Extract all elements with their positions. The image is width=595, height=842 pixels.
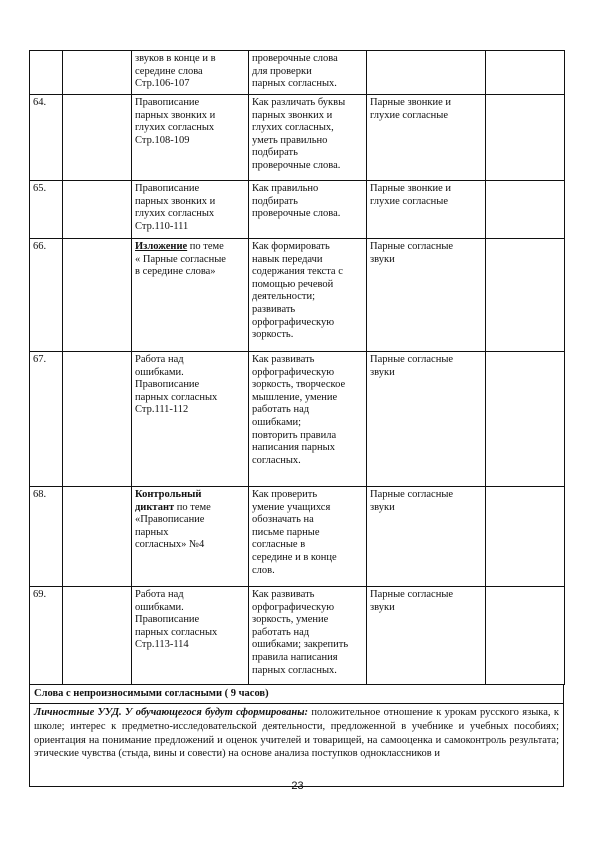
table-row bbox=[30, 51, 565, 95]
lesson-number-cell: 66. bbox=[30, 239, 63, 352]
empty-cell bbox=[486, 487, 565, 587]
lesson-goal-cell: проверочные слова для проверки парных согласных. bbox=[249, 51, 367, 95]
lesson-goal-cell: Как развивать орфографическую зоркость, умение работать над ошибками; закрепить правила написания парных согласных. bbox=[249, 587, 367, 685]
lesson-number-cell: 68. bbox=[30, 487, 63, 587]
lesson-number-cell bbox=[30, 51, 63, 95]
section-lead: Личностные УУД. У обучающегося будут сформированы: bbox=[34, 707, 309, 718]
empty-cell bbox=[63, 181, 132, 239]
lesson-terms-cell: Парные согласные звуки bbox=[367, 587, 486, 685]
section-title: Слова с непроизносимыми согласными ( 9 часов) bbox=[34, 688, 269, 699]
section-body bbox=[34, 706, 559, 761]
lesson-goal-cell: Как проверить умение учащихся обозначать на письме парные согласные в середине и в конце слов. bbox=[249, 487, 367, 587]
lesson-topic-cell: Работа над ошибками. Правописание парных согласных Стр.111-112 bbox=[132, 352, 249, 487]
lesson-topic-cell bbox=[132, 239, 249, 352]
lesson-terms-cell: Парные звонкие и глухие согласные bbox=[367, 181, 486, 239]
lesson-number-cell: 65. bbox=[30, 181, 63, 239]
table-row bbox=[30, 95, 565, 181]
empty-cell bbox=[63, 587, 132, 685]
section-divider bbox=[30, 703, 563, 704]
lesson-terms-cell: Парные согласные звуки bbox=[367, 239, 486, 352]
page-number: 23 bbox=[291, 780, 304, 792]
section-block bbox=[29, 684, 564, 787]
empty-cell bbox=[63, 95, 132, 181]
lesson-goal-cell: Как развивать орфографическую зоркость, творческое мышление, умение работать над ошибками; повторить правила написания парных согласных. bbox=[249, 352, 367, 487]
lesson-topic-cell: Правописание парных звонких и глухих согласных Стр.108-109 bbox=[132, 95, 249, 181]
empty-cell bbox=[486, 51, 565, 95]
empty-cell bbox=[486, 95, 565, 181]
lesson-terms-cell: Парные звонкие и глухие согласные bbox=[367, 95, 486, 181]
lesson-type-label: Контрольный диктант bbox=[135, 489, 202, 513]
lesson-number-cell: 64. bbox=[30, 95, 63, 181]
lesson-topic-cell: звуков в конце и в середине слова Стр.106-107 bbox=[132, 51, 249, 95]
lesson-topic-text: по теме « Парные согласные в середине слова» bbox=[135, 241, 226, 278]
lesson-terms-cell: Парные согласные звуки bbox=[367, 487, 486, 587]
table-row bbox=[30, 181, 565, 239]
empty-cell bbox=[486, 181, 565, 239]
lesson-topic-cell: Правописание парных звонких и глухих согласных Стр.110-111 bbox=[132, 181, 249, 239]
lesson-goal-cell: Как правильно подбирать проверочные слова. bbox=[249, 181, 367, 239]
lesson-goal-cell: Как различать буквы парных звонких и глухих согласных, уметь правильно подбирать проверочные слова. bbox=[249, 95, 367, 181]
table-row bbox=[30, 352, 565, 487]
lesson-topic-text: по теме «Правописание парных согласных» №4 bbox=[135, 501, 211, 551]
lesson-topic-cell bbox=[132, 487, 249, 587]
empty-cell bbox=[63, 352, 132, 487]
section-text: положительное отношение к урокам русского языка, к школе; интерес к предметно-исследовательской деятельности, предложенной в учебнике и учебных пособиях; ориентация на понимание предложений и оценок учителей и товарищей, на самооценка и самоконтроль результата; этические чувства (стыда, вины и совести) на основе анализа поступков одноклассников и bbox=[34, 707, 559, 760]
lesson-terms-cell: Парные согласные звуки bbox=[367, 352, 486, 487]
table-row bbox=[30, 487, 565, 587]
empty-cell bbox=[486, 587, 565, 685]
lesson-plan-table bbox=[29, 50, 565, 685]
empty-cell bbox=[486, 239, 565, 352]
empty-cell bbox=[63, 487, 132, 587]
table-row bbox=[30, 239, 565, 352]
empty-cell bbox=[486, 352, 565, 487]
lesson-number-cell: 67. bbox=[30, 352, 63, 487]
table-row bbox=[30, 587, 565, 685]
empty-cell bbox=[63, 51, 132, 95]
lesson-terms-cell bbox=[367, 51, 486, 95]
lesson-topic-cell: Работа над ошибками. Правописание парных согласных Стр.113-114 bbox=[132, 587, 249, 685]
lesson-goal-cell: Как формировать навык передачи содержания текста с помощью речевой деятельности; развивать орфографическую зоркость. bbox=[249, 239, 367, 352]
lesson-number-cell: 69. bbox=[30, 587, 63, 685]
empty-cell bbox=[63, 239, 132, 352]
lesson-type-label: Изложение bbox=[135, 241, 188, 252]
